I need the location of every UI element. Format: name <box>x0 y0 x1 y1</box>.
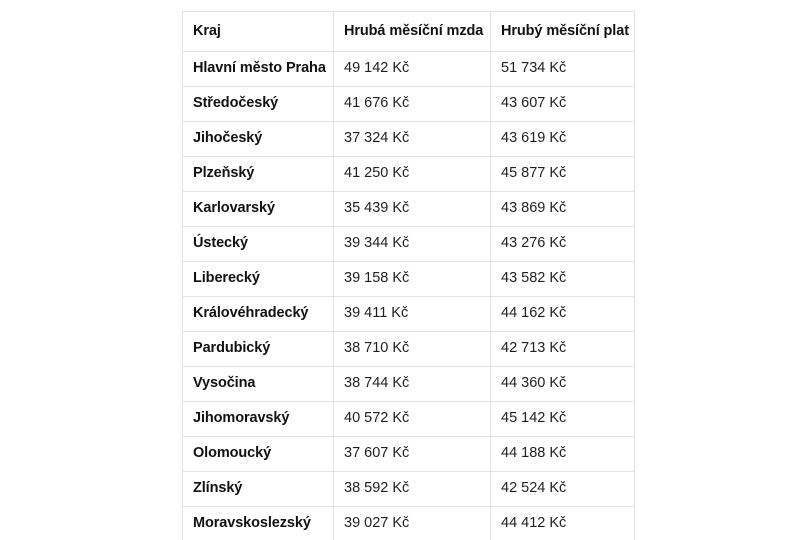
cell-gross-monthly-salary: 42 524 Kč <box>491 472 635 507</box>
cell-gross-monthly-wage: 38 710 Kč <box>334 332 491 367</box>
wage-table-container <box>182 11 634 540</box>
table-row <box>183 402 635 437</box>
cell-gross-monthly-salary: 42 713 Kč <box>491 332 635 367</box>
cell-gross-monthly-wage: 39 027 Kč <box>334 507 491 540</box>
cell-region: Karlovarský <box>183 192 334 227</box>
cell-gross-monthly-salary: 43 276 Kč <box>491 227 635 262</box>
cell-region: Jihomoravský <box>183 402 334 437</box>
cell-gross-monthly-wage: 49 142 Kč <box>334 52 491 87</box>
table-row <box>183 472 635 507</box>
cell-gross-monthly-wage: 35 439 Kč <box>334 192 491 227</box>
table-row <box>183 437 635 472</box>
column-header-region: Kraj <box>183 12 334 52</box>
regional-wage-table <box>182 11 635 540</box>
column-header-gross-monthly-wage: Hrubá měsíční mzda <box>334 12 491 52</box>
table-header-row <box>183 12 635 52</box>
table-header <box>183 12 635 52</box>
cell-region: Olomoucký <box>183 437 334 472</box>
table-row <box>183 157 635 192</box>
cell-gross-monthly-salary: 51 734 Kč <box>491 52 635 87</box>
cell-gross-monthly-wage: 38 592 Kč <box>334 472 491 507</box>
cell-gross-monthly-salary: 43 607 Kč <box>491 87 635 122</box>
cell-region: Ústecký <box>183 227 334 262</box>
cell-gross-monthly-salary: 43 869 Kč <box>491 192 635 227</box>
cell-region: Hlavní město Praha <box>183 52 334 87</box>
cell-gross-monthly-wage: 37 324 Kč <box>334 122 491 157</box>
cell-region: Jihočeský <box>183 122 334 157</box>
table-row <box>183 122 635 157</box>
column-header-gross-monthly-salary: Hrubý měsíční plat <box>491 12 635 52</box>
cell-gross-monthly-salary: 44 162 Kč <box>491 297 635 332</box>
table-row <box>183 507 635 540</box>
table-row <box>183 367 635 402</box>
table-row <box>183 192 635 227</box>
cell-gross-monthly-wage: 41 676 Kč <box>334 87 491 122</box>
cell-region: Vysočina <box>183 367 334 402</box>
cell-gross-monthly-wage: 39 344 Kč <box>334 227 491 262</box>
cell-region: Středočeský <box>183 87 334 122</box>
cell-region: Plzeňský <box>183 157 334 192</box>
table-body <box>183 52 635 540</box>
cell-gross-monthly-wage: 39 411 Kč <box>334 297 491 332</box>
table-row <box>183 297 635 332</box>
table-row <box>183 332 635 367</box>
cell-gross-monthly-salary: 44 360 Kč <box>491 367 635 402</box>
cell-gross-monthly-salary: 43 582 Kč <box>491 262 635 297</box>
cell-region: Královéhradecký <box>183 297 334 332</box>
cell-gross-monthly-salary: 43 619 Kč <box>491 122 635 157</box>
table-row <box>183 52 635 87</box>
cell-gross-monthly-wage: 39 158 Kč <box>334 262 491 297</box>
table-row <box>183 262 635 297</box>
cell-gross-monthly-salary: 45 877 Kč <box>491 157 635 192</box>
cell-gross-monthly-salary: 44 188 Kč <box>491 437 635 472</box>
cell-gross-monthly-wage: 38 744 Kč <box>334 367 491 402</box>
cell-gross-monthly-salary: 44 412 Kč <box>491 507 635 540</box>
cell-gross-monthly-wage: 37 607 Kč <box>334 437 491 472</box>
table-row <box>183 227 635 262</box>
cell-region: Pardubický <box>183 332 334 367</box>
cell-gross-monthly-wage: 41 250 Kč <box>334 157 491 192</box>
cell-gross-monthly-wage: 40 572 Kč <box>334 402 491 437</box>
cell-gross-monthly-salary: 45 142 Kč <box>491 402 635 437</box>
cell-region: Zlínský <box>183 472 334 507</box>
cell-region: Liberecký <box>183 262 334 297</box>
cell-region: Moravskoslezský <box>183 507 334 540</box>
table-row <box>183 87 635 122</box>
